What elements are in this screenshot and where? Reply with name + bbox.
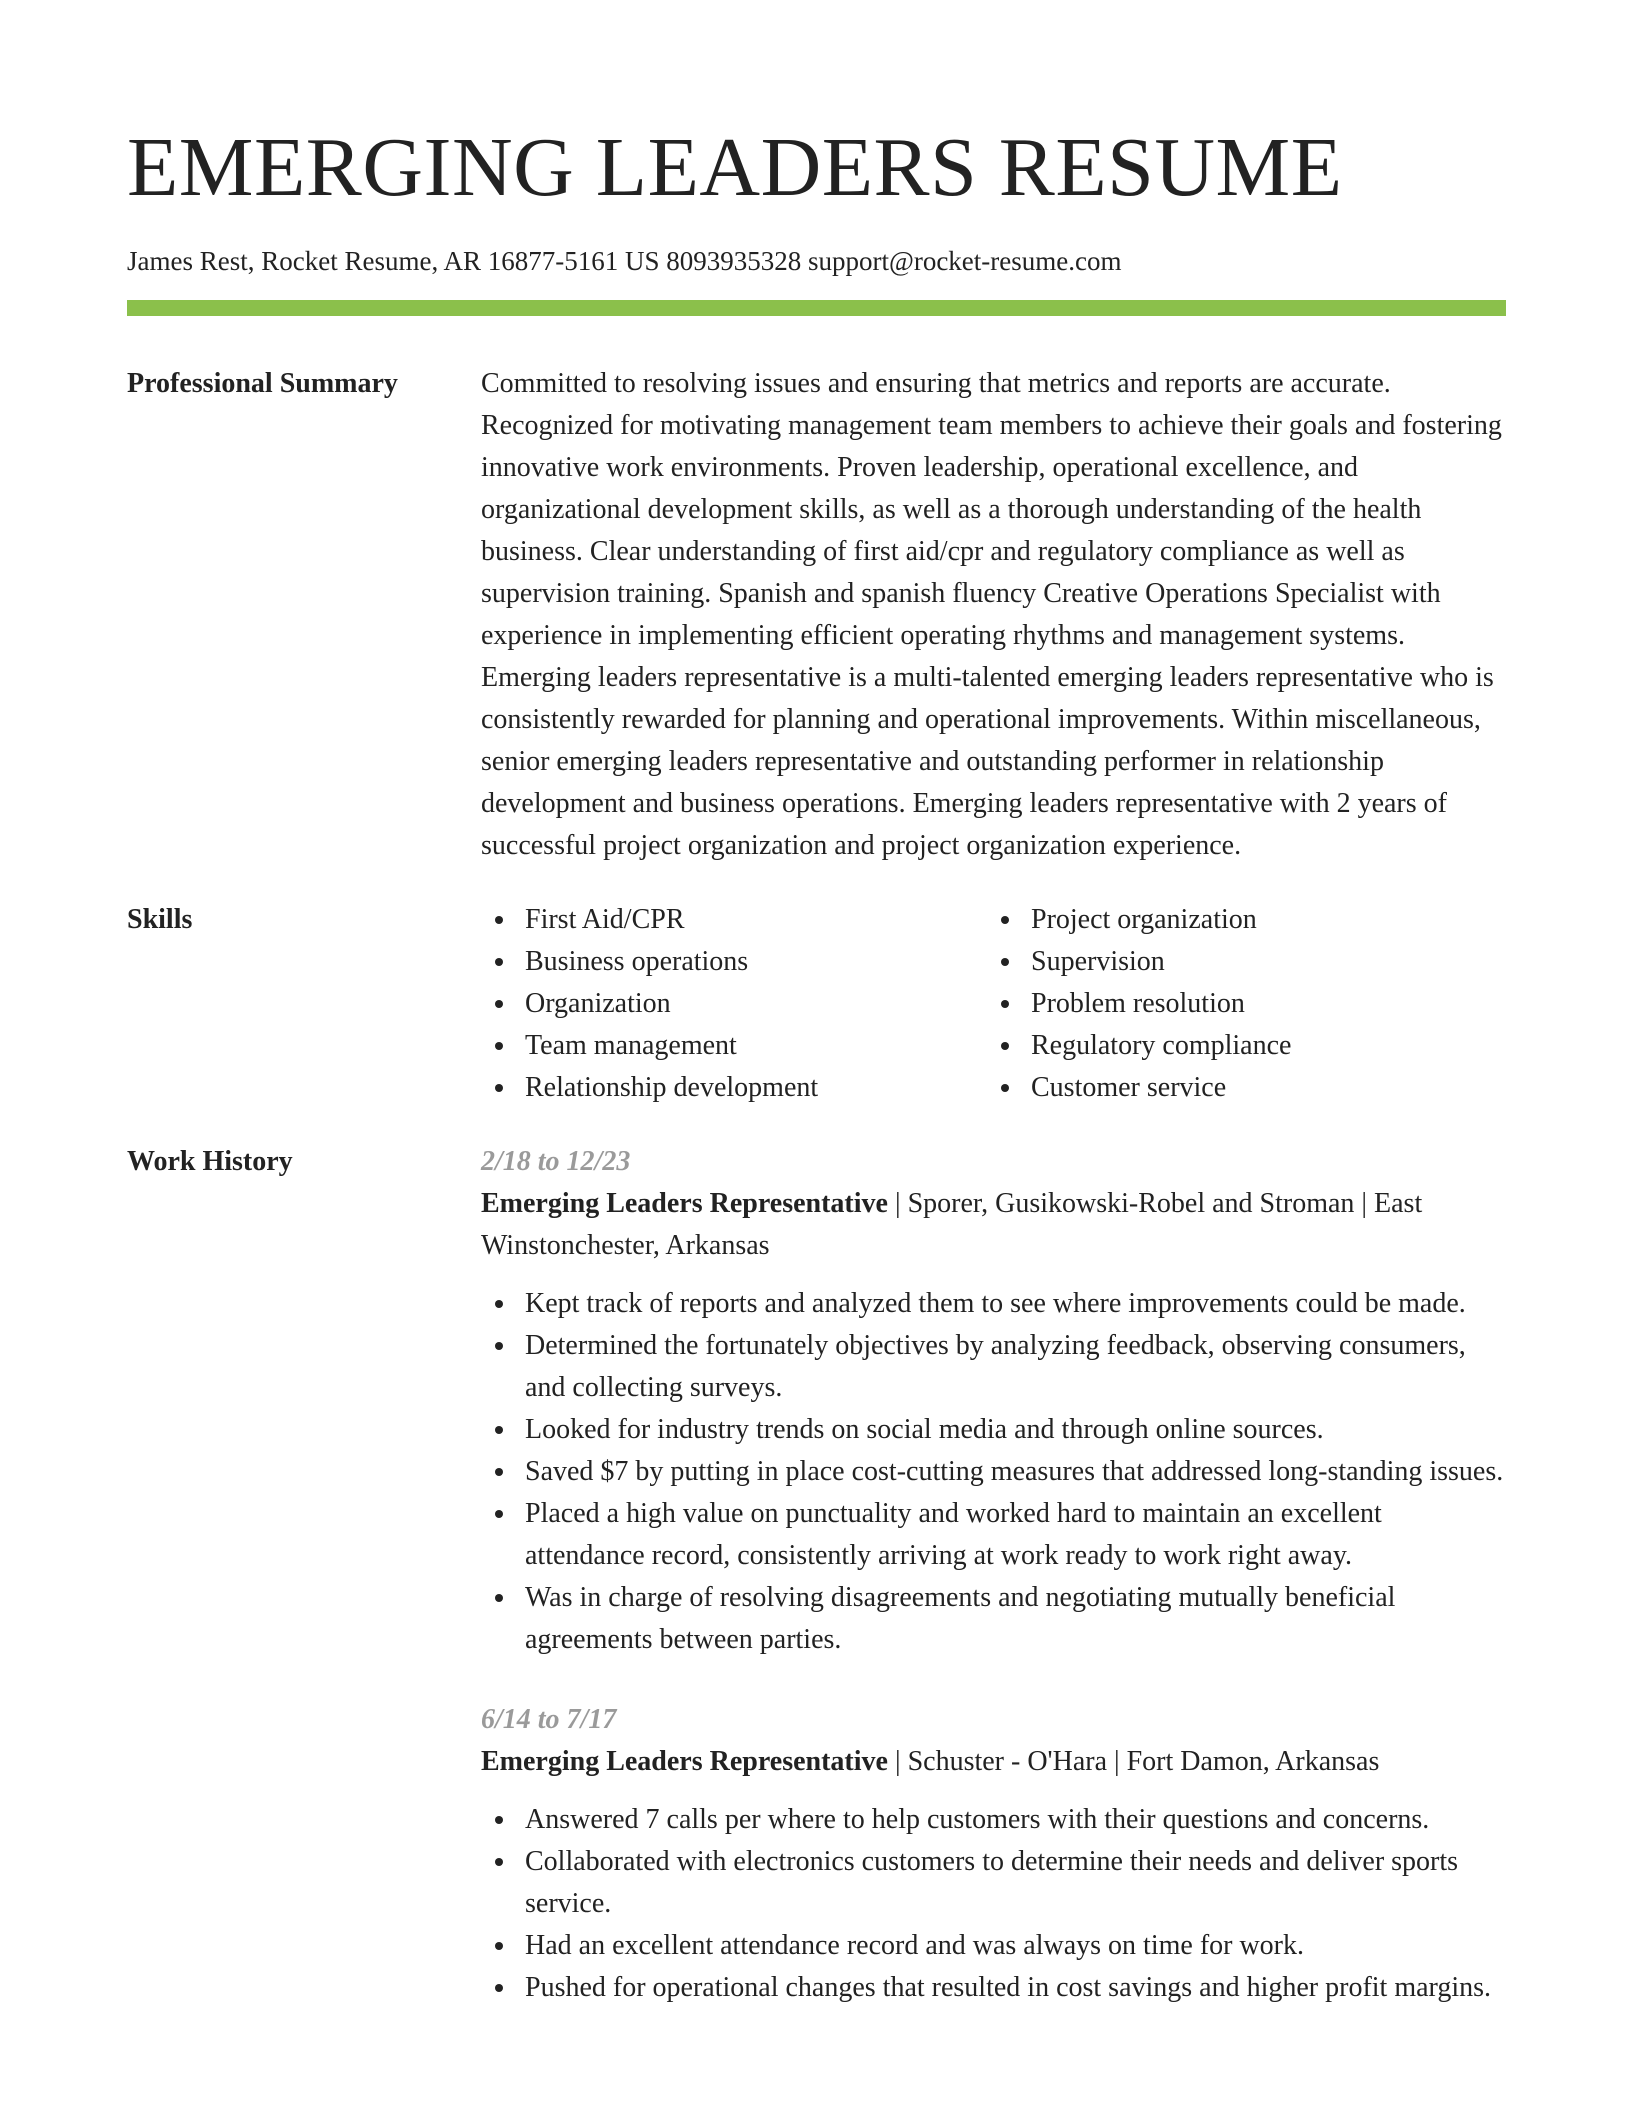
skills-list-right — [987, 899, 1493, 1109]
section-label-work-history: Work History — [127, 1146, 293, 1177]
resume-title: EMERGING LEADERS RESUME — [127, 121, 1343, 214]
professional-summary-text: Committed to resolving issues and ensuring that metrics and reports are accurate. Recognized for motivating management team members to achieve their goals and fostering innovative work environments. Proven leadership, operational excellence, and organizational development skills, as well as a thorough understanding of the health business. Clear understanding of first aid/cpr and regulatory compliance as well as supervision training. Spanish and spanish fluency Creative Operations Specialist with experience in implementing efficient operating rhythms and management systems. Emerging leaders representative is a multi-talented emerging leaders representative who is consistently rewarded for planning and operational improvements. Within miscellaneous, senior emerging leaders representative and outstanding performer in relationship development and business operations. Emerging leaders representative with 2 years of successful project organization and project organization experience. — [481, 368, 1502, 861]
skill-item: Business operations — [525, 941, 987, 983]
contact-line: James Rest, Rocket Resume, AR 16877-5161 US 8093935328 support@rocket-resume.com — [127, 246, 1122, 276]
job-duty-item: Had an excellent attendance record and was always on time for work. — [525, 1925, 1506, 1967]
section-label-skills: Skills — [127, 904, 193, 935]
job-duty-item: Determined the fortunately objectives by analyzing feedback, observing consumers, and collecting surveys. — [525, 1325, 1506, 1409]
work-history-section — [127, 1141, 1506, 2009]
job-dates: 2/18 to 12/23 — [481, 1146, 631, 1177]
job-duties-list — [481, 1799, 1506, 2009]
job-duties-list — [481, 1283, 1506, 1661]
skill-item: Regulatory compliance — [1031, 1025, 1493, 1067]
job-duty-item: Was in charge of resolving disagreements and negotiating mutually beneficial agreements between parties. — [525, 1577, 1506, 1661]
job-duty-item: Collaborated with electronics customers to determine their needs and deliver sports service. — [525, 1841, 1506, 1925]
professional-summary-section — [127, 363, 1506, 867]
skill-item: First Aid/CPR — [525, 899, 987, 941]
skill-item: Customer service — [1031, 1067, 1493, 1109]
skill-item: Team management — [525, 1025, 987, 1067]
job-employer-location: | Schuster - O'Hara | Fort Damon, Arkansas — [887, 1746, 1380, 1777]
job-duty-item: Looked for industry trends on social media and through online sources. — [525, 1409, 1506, 1451]
skill-item: Problem resolution — [1031, 983, 1493, 1025]
skills-columns — [481, 899, 1506, 1109]
job-title: Emerging Leaders Representative — [481, 1746, 888, 1777]
job-title: Emerging Leaders Representative — [481, 1188, 888, 1219]
section-label-professional-summary: Professional Summary — [127, 368, 398, 399]
job-duty-item: Kept track of reports and analyzed them to see where improvements could be made. — [525, 1283, 1506, 1325]
job-duty-item: Saved $7 by putting in place cost-cutting measures that addressed long-standing issues. — [525, 1451, 1506, 1493]
job-entry — [481, 1141, 1506, 1661]
job-duty-item: Pushed for operational changes that resulted in cost savings and higher profit margins. — [525, 1967, 1506, 2009]
job-entry — [481, 1699, 1506, 2009]
job-dates: 6/14 to 7/17 — [481, 1704, 617, 1735]
job-employer-location: | Sporer, Gusikowski-Robel and Stroman | East Winstonchester, Arkansas — [481, 1188, 1423, 1261]
skill-item: Project organization — [1031, 899, 1493, 941]
skill-item: Organization — [525, 983, 987, 1025]
skills-section — [127, 899, 1506, 1109]
job-header — [481, 1741, 1506, 1783]
skill-item: Relationship development — [525, 1067, 987, 1109]
skills-list-left — [481, 899, 987, 1109]
skill-item: Supervision — [1031, 941, 1493, 983]
work-history-body — [481, 1141, 1506, 2009]
job-duty-item: Placed a high value on punctuality and worked hard to maintain an excellent attendance record, consistently arriving at work ready to work right away. — [525, 1493, 1506, 1577]
job-header — [481, 1183, 1506, 1267]
job-duty-item: Answered 7 calls per where to help customers with their questions and concerns. — [525, 1799, 1506, 1841]
header-divider — [127, 300, 1506, 316]
